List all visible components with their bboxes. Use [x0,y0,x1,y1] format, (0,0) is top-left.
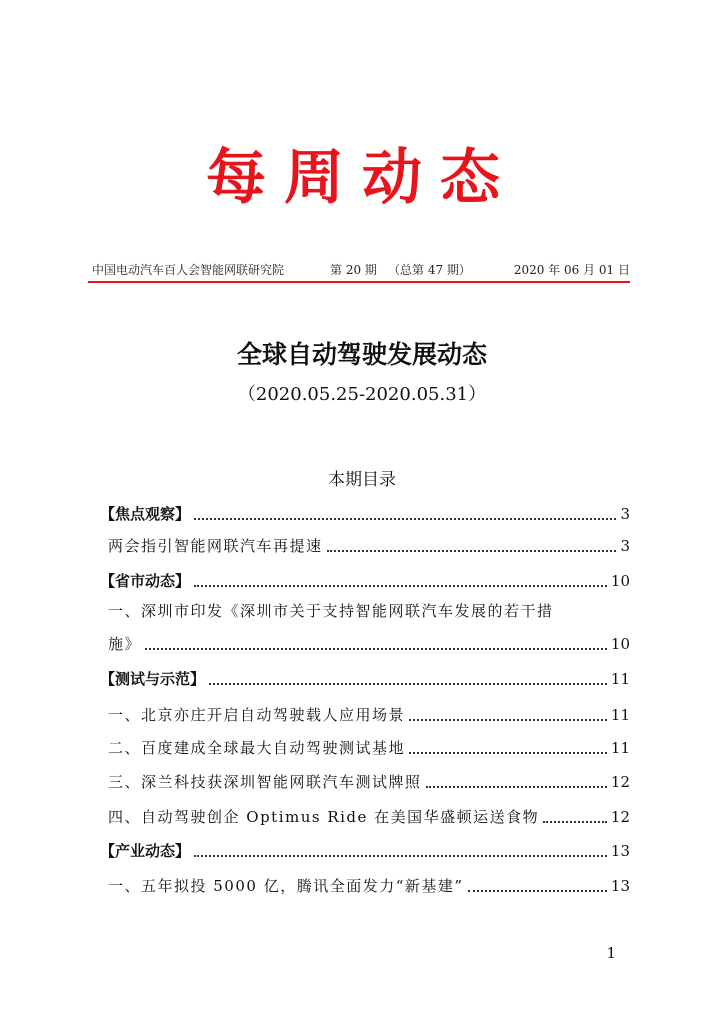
toc-entry-label: 四、自动驾驶创企 Optimus Ride 在美国华盛顿运送食物 [108,808,540,826]
issue-meta [92,261,630,279]
toc-entry-label: 【测试与示范】 [100,670,206,688]
toc-entry[interactable] [100,526,630,558]
org-name: 中国电动汽车百人会智能网联研究院 [92,263,285,277]
report-date-range: （2020.05.25-2020.05.31） [237,384,487,405]
masthead-title: 每周动态 [206,143,518,213]
toc-leader [194,585,607,587]
toc-entry-label: 三、深兰科技获深圳智能网联汽车测试牌照 [108,773,422,791]
toc-entry-page: 11 [610,706,630,724]
toc-leader [468,890,607,892]
toc-entry-page: 10 [610,572,630,590]
toc-entry-page: 12 [610,773,630,791]
toc-entry[interactable] [100,624,630,656]
toc-entry-page: 13 [610,877,630,895]
toc-entry[interactable] [100,797,630,829]
toc-leader [194,518,616,520]
issue-number: 第 20 期 [330,263,377,277]
toc-leader [194,855,607,857]
toc-leader [327,550,617,552]
toc-leader [426,786,607,788]
issue-date: 2020 年 06 月 01 日 [513,263,630,277]
toc-entry[interactable] [100,728,630,760]
toc-entry-label: 一、北京亦庄开启自动驾驶载人应用场景 [108,706,406,724]
toc-entry[interactable] [100,659,630,691]
toc-leader [409,719,607,721]
toc-entry-page: 11 [610,739,630,757]
toc-title: 本期目录 [328,470,396,490]
toc-leader [543,821,607,823]
toc-entry-label: 一、五年拟投 5000 亿，腾讯全面发力“新基建” [108,877,464,895]
page-number: 1 [606,944,616,962]
report-title: 全球自动驾驶发展动态 [236,340,487,369]
toc-entry-label: 【产业动态】 [100,842,191,860]
header-rule [88,281,630,283]
total-issue: （总第 47 期） [388,263,471,277]
toc-entry-label: 两会指引智能网联汽车再提速 [108,537,323,555]
toc-entry-page: 13 [610,842,630,860]
toc-entry[interactable] [100,866,630,898]
toc-entry[interactable] [100,762,630,794]
toc-entry-page: 10 [610,635,630,653]
toc-entry-page: 11 [610,670,630,688]
toc-entry[interactable] [100,831,630,863]
toc-entry-label: 二、百度建成全球最大自动驾驶测试基地 [108,739,406,757]
toc-entry-label: 施》 [108,635,142,653]
toc-entry-page: 12 [610,808,630,826]
toc-entry-label-line1[interactable]: 一、深圳市印发《深圳市关于支持智能网联汽车发展的若干措 [108,602,554,620]
toc-entry-page: 3 [620,505,630,523]
toc-entry-label: 【焦点观察】 [100,505,191,523]
toc-entry[interactable] [100,561,630,593]
toc-leader [209,683,607,685]
toc-leader [145,648,607,650]
toc-entry-page: 3 [620,537,630,555]
toc-entry-label: 【省市动态】 [100,572,191,590]
toc-leader [409,752,607,754]
toc-entry[interactable] [100,695,630,727]
toc-entry[interactable] [100,494,630,526]
